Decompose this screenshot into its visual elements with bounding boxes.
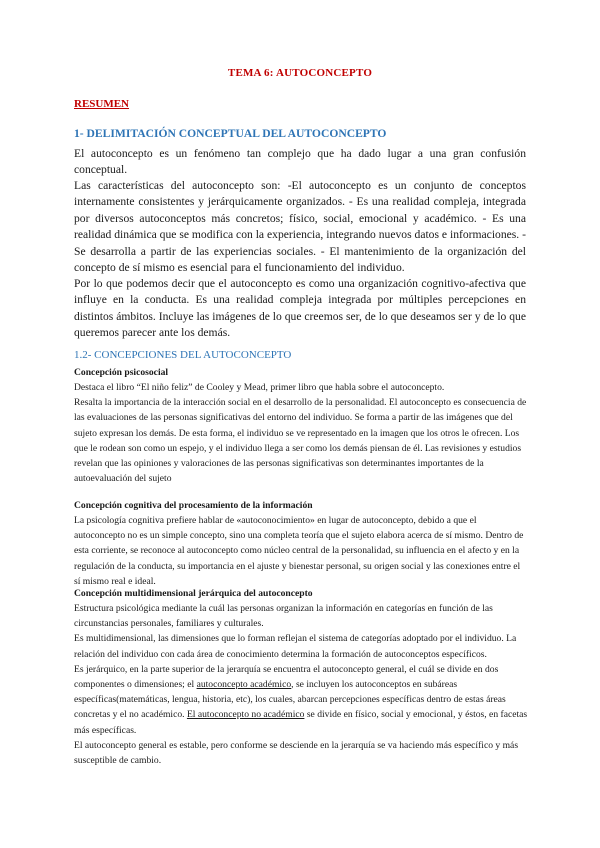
subsection-title: Concepción cognitiva del procesamiento de la información bbox=[74, 500, 313, 511]
resumen-heading: RESUMEN bbox=[74, 98, 130, 110]
document-title: TEMA 6: AUTOCONCEPTO bbox=[227, 67, 373, 79]
subsection-title: Concepción multidimensional jerárquica del autoconcepto bbox=[74, 588, 313, 599]
paragraph: Resalta la importancia de la interacción social en el desarrollo de la personalidad. El autoconcepto es consecuencia de las evaluaciones de las personas significativas del entorno del individuo. Se forma a partir de las imágenes que del sujeto expresan los demás. De esta forma, el individuo se ve representado en la imagen que los otros le ofrecen. Los que le rodean son como un espejo, y el individuo llega a ser como los demás piensan de él. Las revisiones y estudios revelan que las opiniones y valoraciones de las personas significativas son determinantes importantes de la autoevaluación del sujeto bbox=[74, 397, 527, 485]
text-run: se divide en físico, social y emocional, y éstos, en facetas más específicas. bbox=[74, 709, 528, 736]
subsection-title: Concepción psicosocial bbox=[74, 367, 169, 378]
text-run: Es jerárquico, en la parte superior de la jerarquía se encuentra el autoconcepto general, el cuál se divide en dos componentes o dimensiones; el bbox=[74, 663, 499, 691]
section2-heading: 1.2- CONCEPCIONES DEL AUTOCONCEPTO bbox=[74, 349, 292, 361]
underlined-term-academico: autoconcepto académico bbox=[196, 679, 292, 691]
paragraph: El autoconcepto general es estable, pero conforme se desciende en la jerarquía se va haciendo más específico y más susceptible de cambio. bbox=[74, 739, 519, 767]
subsection-cognitiva bbox=[74, 499, 528, 589]
paragraph: La psicología cognitiva prefiere hablar de «autoconocimiento» en lugar de autoconcepto, debido a que el autoconcepto no es un simple concepto, sino una completa teoría que el sujeto elabora acerca de sí mismo. Dentro de esta corriente, se reconoce al autoconcepto como núcleo central de la personalidad, su influencia en el afecto y en la regulación de la conducta, su importancia en el ajuste y bienestar personal, su origen social y las conexiones entre el sí mismo real e ideal. bbox=[74, 515, 524, 587]
section1-paragraph-2: Las características del autoconcepto son: -El autoconcepto es un conjunto de conceptos internamente consistentes y jerárquicamente organizados. - Es una realidad compleja, integrada por diversos autoconceptos más concretos; físico, social, emocional y académico. - Es una realidad dinámica que se modifica con la experiencia, integrando nuevos datos e informaciones. - Se desarrolla a partir de las experiencias sociales. - El mantenimiento de la organización del concepto de sí mismo es esencial para el funcionamiento del individuo. bbox=[74, 179, 526, 275]
paragraph: Destaca el libro “El niño feliz” de Cooley y Mead, primer libro que habla sobre el autoconcepto. bbox=[74, 382, 445, 393]
paragraph: Estructura psicológica mediante la cuál las personas organizan la información en categorías en función de las circunstancias personales, familiares y culturales. bbox=[74, 603, 493, 630]
section1-paragraph-3: Por lo que podemos decir que el autoconcepto es como una organización cognitivo-afectiva que influye en la conducta. Es una realidad compleja integrada por múltiples percepciones en distintos ámbitos. Incluye las imágenes de lo que creemos ser, de lo que deseamos ser y de lo que queremos parecer ante los demás. bbox=[74, 277, 526, 340]
text-run: , se incluyen los autoconceptos en subáreas específicas(matemáticas, lengua, historia, etc), los cuales, abarcan percepciones específicas dentro de estas áreas concretas y el no académico. bbox=[74, 679, 506, 721]
paragraph: Es multidimensional, las dimensiones que lo forman reflejan el sistema de categorías adoptado por el individuo. La relación del individuo con cada área de conocimiento determina la formación de autoconceptos específicos. bbox=[74, 633, 517, 660]
paragraph bbox=[74, 662, 528, 738]
subsection-multidimensional bbox=[74, 587, 528, 768]
section1-paragraph-1: El autoconcepto es un fenómeno tan complejo que ha dado lugar a una gran confusión conceptual. bbox=[74, 147, 526, 177]
subsection-psicosocial bbox=[74, 366, 528, 486]
underlined-term-no-academico: El autoconcepto no académico bbox=[186, 709, 305, 721]
section1-heading: 1- DELIMITACIÓN CONCEPTUAL DEL AUTOCONCEPTO bbox=[74, 127, 387, 140]
